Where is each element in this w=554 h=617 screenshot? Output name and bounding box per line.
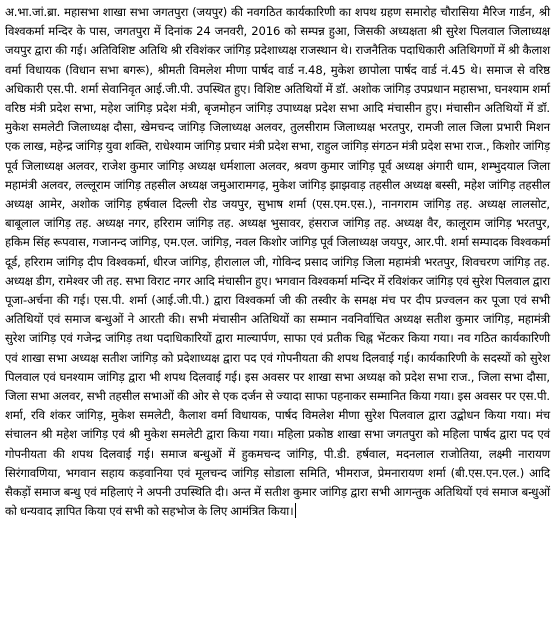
text-cursor (295, 503, 297, 518)
article-paragraph (5, 3, 550, 521)
article-text: अ.भा.जां.ब्रा. महासभा शाखा सभा जगतपुरा (जयपुर) की नवगठित कार्यकारिणी का शपथ ग्रहण समारोह चौरासिया मैरिज गार्डन, श्री विश्वकर्मा मन्दिर के पास, जगतपुरा में दिनांक 24 जनवरी, 2016 को सम्पन्न हुआ, जिसकी अध्यक्षता श्री सुरेश पिलवाल जिलाध्यक्ष जयपुर द्वारा की गई। अतिविशिष्ट अतिथि श्री रविशंकर जांगिड़ प्रदेशाध्यक्ष राजस्थान थे। राजनैतिक पदाधिकारी अतिथिगणों में श्री कैलाश वर्मा विधायक (विधान सभा बगरू), श्रीमती विमलेश मीणा पार्षद वार्ड न.48, मुकेश छापोला पार्षद वार्ड नं.45 थे। समाज से वरिष्ठ अधिकारी एस.पी. शर्मा सेवानिवृत आई.जी.पी. उपस्थित हुए। विशिष्ट अतिथियों में डॉ. अशोक जांगिड़ उपप्रधान महासभा, घनश्याम शर्मा वरिष्ठ मंत्री प्रदेश सभा, महेश जांगिड़ प्रदेश मंत्री, बृजमोहन जांगिड़ उपाध्यक्ष प्रदेश सभा आदि मंचासीन हुए। मंचासीन अतिथियों में डॉ. मुकेश समलेटी जिलाध्यक्ष दौसा, खेमचन्द जांगिड़ जिलाध्यक्ष अलवर, तुलसीराम जिलाध्यक्ष भरतपुर, रामजी लाल जिला प्रभारी मिशन एक लाख, महेन्द्र जांगिड़ युवा शक्ति, राधेश्याम जांगिड़ प्रचार मंत्री प्रदेश सभा, राहुल जांगिड़ संगठन मंत्री प्रदेश सभा राज., किशोर जांगिड़ पूर्व जिलाध्यक्ष अलवर, राजेश कुमार जांगिड़ अध्यक्ष धर्मशाला अलवर, श्रवण कुमार जांगिड़ पूर्व अध्यक्ष अंगारी धाम, शम्भुदयाल जिला महामंत्री अलवर, लल्लूराम जांगिड़ तहसील अध्यक्ष जमुआरामगढ़, मुकेश जांगिड़ झाझवाड़ तहसील अध्यक्ष बस्सी, महेश जांगिड़ तहसील अध्यक्ष आमेर, अशोक जांगिड़ हर्षवाल दिल्ली रोड जयपुर, सुभाष शर्मा (एस.एम.एस.), नानगराम जांगिड़ तह. अध्यक्ष लालसोट, बाबूलाल जांगिड़ तह. अध्यक्ष नगर, हरिराम जांगिड़ तह. अध्यक्ष भुसावर, हंसराज जांगिड़ तह. अध्यक्ष वैर, कालूराम जांगिड़ भरतपुर, हकिम सिंह रूपवास, गजानन्द जांगिड़, एम.एल. जांगिड़, नवल किशोर जांगिड़ पूर्व जिलाध्यक्ष जयपुर, आर.पी. शर्मा सम्पादक विश्वकर्मा दूर्ड, हरिराम जांगिड़ दीप विश्वकर्मा, धीरज जांगिड़, हीरालाल जी, गोविन्द प्रसाद जांगिड़ जिला महामंत्री भरतपुर, शिवचरण जांगिड़ तह. अध्यक्ष डीग, रामेश्वर जी तह. सभा विराट नगर आदि मंचासीन हुए। भगवान विश्वकर्मा मन्दिर में रविशंकर जांगिड़ एवं सुरेश पिलवाल द्वारा पूजा-अर्चना की गई। एस.पी. शर्मा (आई.जी.पी.) द्वारा विश्वकर्मा जी की तस्वीर के समक्ष मंच पर दीप प्रज्वलन कर पूजा एवं सभी अतिथियों एवं समाज बन्धुओं ने आरती की। सभी मंचासीन अतिथियों का सम्मान नवनिर्वाचित अध्यक्ष सतीश कुमार जांगिड़, महामंत्री सुरेश जांगिड़ एवं गजेन्द्र जांगिड़ तथा पदाधिकारियों द्वारा माल्यार्पण, साफा एवं प्रतीक चिह्न भेंटकर किया गया। नव गठित कार्यकारिणी एवं शाखा सभा अध्यक्ष सतीश जांगिड़ को प्रदेशाध्यक्ष द्वारा पद एवं गोपनीयता की शपथ दिलवाई गई। कार्यकारिणी के सदस्यों को सुरेश पिलवाल एवं घनश्याम जांगिड़ द्वारा भी शपथ दिलवाई गई। इस अवसर पर शाखा सभा अध्यक्ष को प्रदेश सभा राज., जिला सभा दौसा, जिला सभा अलवर, सभी तहसील सभाओं की ओर से एक दर्जन से ज्यादा साफा पहनाकर सम्मानित किया गया। इस अवसर पर एस.पी. शर्मा, रवि शंकर जांगिड़, मुकेश समलेटी, कैलाश वर्मा विधायक, पार्षद विमलेश मीणा सुरेश पिलवाल द्वारा उद्बोधन किया गया। मंच संचालन श्री महेश जांगिड़ एवं श्री मुकेश समलेटी द्वारा किया गया। महिला प्रकोष्ठ शाखा सभा जगतपुरा को महिला पार्षद द्वारा पद एवं गोपनीयता की शपथ दिलवाई गई। समाज बन्धुओं में हुकमचन्द जांगिड़, पी.डी. हर्षवाल, मदनलाल राजोतिया, लक्ष्मी नारायण सिरंगावणिया, भगवान सहाय कड़वानिया एवं मूलचन्द जांगिड़ सोडाला समिति, भीमराज, प्रेमनारायण शर्मा (बी.एस.एन.एल.) आदि सैकड़ों समाज बन्धु एवं महिलाएं ने अपनी उपस्थिति दी। अन्त में सतीश कुमार जांगिड़ द्वारा सभी आगन्तुक अतिथियों एवं समाज बन्धुओं को धन्यवाद ज्ञापित किया एवं सभी को सहभोज के लिए आमंत्रित किया। (5, 5, 550, 519)
